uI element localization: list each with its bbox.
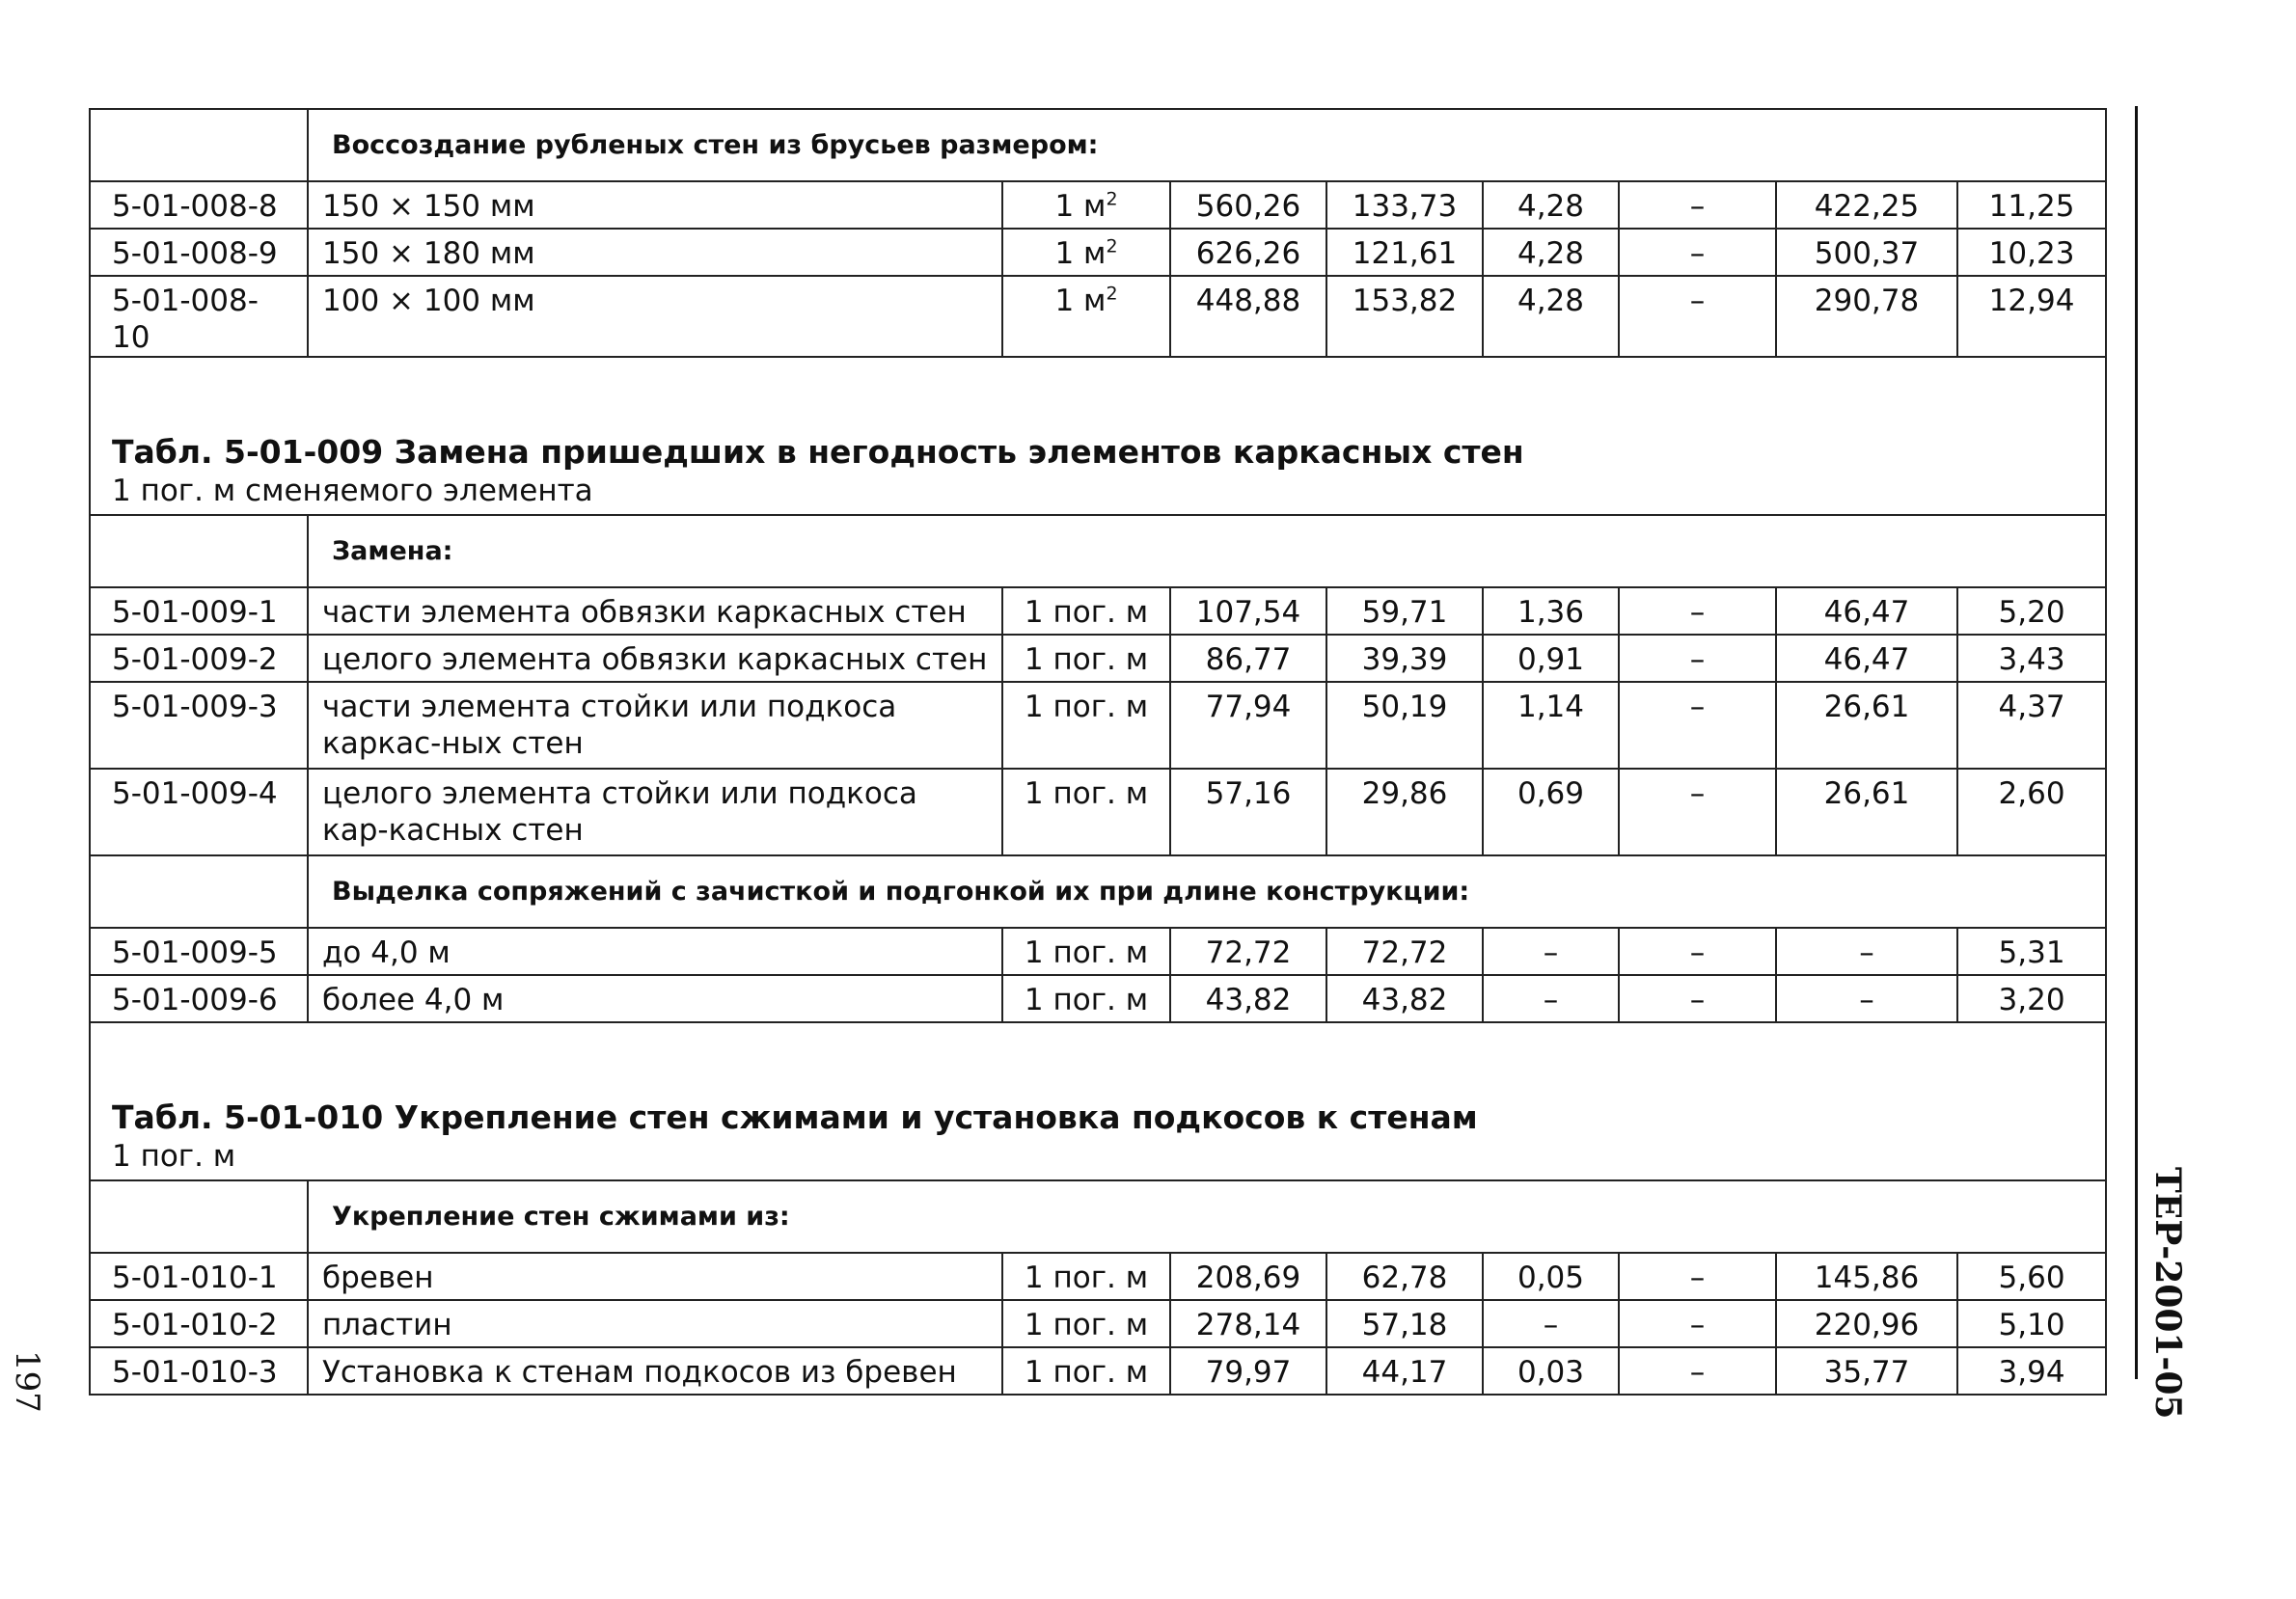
value-v6: 3,94 bbox=[1957, 1347, 2106, 1395]
value-v2: 133,73 bbox=[1326, 181, 1483, 229]
measure-unit-exponent: 2 bbox=[1106, 188, 1118, 210]
work-description: целого элемента стойки или подкоса кар-касных стен bbox=[308, 769, 1002, 855]
margin-rule bbox=[2135, 106, 2138, 1379]
measure-unit bbox=[1002, 635, 1170, 682]
work-description: до 4,0 м bbox=[308, 928, 1002, 975]
table-row bbox=[90, 181, 2106, 229]
value-v3: 1,14 bbox=[1483, 682, 1619, 769]
group-header-empty-cell bbox=[90, 855, 308, 928]
value-v2: 57,18 bbox=[1326, 1300, 1483, 1347]
value-v5: 422,25 bbox=[1776, 181, 1957, 229]
page-number: 197 bbox=[8, 1350, 46, 1413]
measure-unit bbox=[1002, 928, 1170, 975]
measure-unit-text: 1 м bbox=[1054, 189, 1107, 224]
value-v5: 26,61 bbox=[1776, 769, 1957, 855]
measure-unit bbox=[1002, 276, 1170, 357]
rate-code: 5-01-009-1 bbox=[90, 587, 308, 635]
group-header-row bbox=[90, 1180, 2106, 1253]
group-header-label: Замена: bbox=[308, 515, 2106, 587]
document-body bbox=[89, 108, 2105, 1396]
work-description: целого элемента обвязки каркасных стен bbox=[308, 635, 1002, 682]
table-row bbox=[90, 635, 2106, 682]
section-heading-cell bbox=[90, 357, 2106, 515]
value-v4: – bbox=[1619, 975, 1776, 1022]
measure-unit bbox=[1002, 975, 1170, 1022]
value-v2: 153,82 bbox=[1326, 276, 1483, 357]
value-v2: 72,72 bbox=[1326, 928, 1483, 975]
work-description: Установка к стенам подкосов из бревен bbox=[308, 1347, 1002, 1395]
value-v3: 0,05 bbox=[1483, 1253, 1619, 1300]
measure-unit bbox=[1002, 587, 1170, 635]
work-description: 150 × 150 мм bbox=[308, 181, 1002, 229]
value-v1: 626,26 bbox=[1170, 229, 1326, 276]
value-v6: 4,37 bbox=[1957, 682, 2106, 769]
rate-code: 5-01-008-8 bbox=[90, 181, 308, 229]
measure-unit-exponent: 2 bbox=[1106, 235, 1118, 257]
value-v1: 448,88 bbox=[1170, 276, 1326, 357]
measure-unit-text: 1 пог. м bbox=[1024, 935, 1149, 970]
value-v6: 5,10 bbox=[1957, 1300, 2106, 1347]
section-title: Табл. 5-01-009 Замена пришедших в негодность элементов каркасных стен bbox=[112, 433, 1524, 471]
rate-code: 5-01-008-10 bbox=[90, 276, 308, 357]
measure-unit-text: 1 м bbox=[1054, 236, 1107, 271]
value-v2: 39,39 bbox=[1326, 635, 1483, 682]
measure-unit-text: 1 пог. м bbox=[1024, 983, 1149, 1017]
measure-unit bbox=[1002, 682, 1170, 769]
value-v2: 62,78 bbox=[1326, 1253, 1483, 1300]
rate-code: 5-01-010-2 bbox=[90, 1300, 308, 1347]
table-row bbox=[90, 1347, 2106, 1395]
section-unit: 1 пог. м bbox=[112, 1139, 236, 1174]
value-v1: 107,54 bbox=[1170, 587, 1326, 635]
rate-code: 5-01-009-6 bbox=[90, 975, 308, 1022]
group-header-label: Выделка сопряжений с зачисткой и подгонкой их при длине конструкции: bbox=[308, 855, 2106, 928]
value-v1: 77,94 bbox=[1170, 682, 1326, 769]
value-v5: 220,96 bbox=[1776, 1300, 1957, 1347]
value-v3: 1,36 bbox=[1483, 587, 1619, 635]
value-v3: 0,03 bbox=[1483, 1347, 1619, 1395]
work-description: части элемента стойки или подкоса каркас-ных стен bbox=[308, 682, 1002, 769]
value-v4: – bbox=[1619, 276, 1776, 357]
value-v4: – bbox=[1619, 229, 1776, 276]
measure-unit bbox=[1002, 769, 1170, 855]
value-v6: 5,31 bbox=[1957, 928, 2106, 975]
value-v6: 12,94 bbox=[1957, 276, 2106, 357]
measure-unit-text: 1 пог. м bbox=[1024, 690, 1149, 724]
work-description: более 4,0 м bbox=[308, 975, 1002, 1022]
rate-code: 5-01-009-4 bbox=[90, 769, 308, 855]
value-v6: 3,20 bbox=[1957, 975, 2106, 1022]
work-description: пластин bbox=[308, 1300, 1002, 1347]
value-v6: 5,60 bbox=[1957, 1253, 2106, 1300]
value-v3: – bbox=[1483, 1300, 1619, 1347]
value-v5: 46,47 bbox=[1776, 587, 1957, 635]
rate-code: 5-01-009-5 bbox=[90, 928, 308, 975]
value-v3: – bbox=[1483, 928, 1619, 975]
value-v1: 86,77 bbox=[1170, 635, 1326, 682]
rate-code: 5-01-010-1 bbox=[90, 1253, 308, 1300]
value-v5: 290,78 bbox=[1776, 276, 1957, 357]
value-v6: 2,60 bbox=[1957, 769, 2106, 855]
value-v5: 46,47 bbox=[1776, 635, 1957, 682]
work-description: части элемента обвязки каркасных стен bbox=[308, 587, 1002, 635]
measure-unit-exponent: 2 bbox=[1106, 283, 1118, 305]
value-v4: – bbox=[1619, 587, 1776, 635]
value-v2: 121,61 bbox=[1326, 229, 1483, 276]
rate-code: 5-01-010-3 bbox=[90, 1347, 308, 1395]
value-v1: 72,72 bbox=[1170, 928, 1326, 975]
table-row bbox=[90, 769, 2106, 855]
value-v5: 35,77 bbox=[1776, 1347, 1957, 1395]
value-v6: 5,20 bbox=[1957, 587, 2106, 635]
value-v1: 560,26 bbox=[1170, 181, 1326, 229]
document-code: ТЕР-2001-05 bbox=[2147, 1167, 2188, 1420]
table-row bbox=[90, 587, 2106, 635]
group-header-label: Укрепление стен сжимами из: bbox=[308, 1180, 2106, 1253]
value-v1: 43,82 bbox=[1170, 975, 1326, 1022]
group-header-label: Воссоздание рубленых стен из брусьев размером: bbox=[308, 109, 2106, 181]
table-row bbox=[90, 682, 2106, 769]
rate-code: 5-01-009-2 bbox=[90, 635, 308, 682]
table-section-heading bbox=[90, 357, 2106, 515]
group-header-row bbox=[90, 109, 2106, 181]
measure-unit bbox=[1002, 181, 1170, 229]
rates-table bbox=[89, 108, 2107, 1396]
value-v2: 44,17 bbox=[1326, 1347, 1483, 1395]
measure-unit-text: 1 пог. м bbox=[1024, 776, 1149, 811]
value-v3: 4,28 bbox=[1483, 229, 1619, 276]
section-heading-cell bbox=[90, 1022, 2106, 1180]
value-v4: – bbox=[1619, 1253, 1776, 1300]
value-v6: 11,25 bbox=[1957, 181, 2106, 229]
value-v4: – bbox=[1619, 682, 1776, 769]
value-v3: 0,69 bbox=[1483, 769, 1619, 855]
table-row bbox=[90, 1300, 2106, 1347]
value-v5: 26,61 bbox=[1776, 682, 1957, 769]
group-header-empty-cell bbox=[90, 1180, 308, 1253]
measure-unit bbox=[1002, 1347, 1170, 1395]
rate-code: 5-01-009-3 bbox=[90, 682, 308, 769]
value-v1: 208,69 bbox=[1170, 1253, 1326, 1300]
measure-unit-text: 1 пог. м bbox=[1024, 595, 1149, 630]
group-header-row bbox=[90, 855, 2106, 928]
value-v3: 4,28 bbox=[1483, 276, 1619, 357]
value-v5: – bbox=[1776, 928, 1957, 975]
section-unit: 1 пог. м сменяемого элемента bbox=[112, 474, 593, 508]
measure-unit bbox=[1002, 1253, 1170, 1300]
value-v1: 57,16 bbox=[1170, 769, 1326, 855]
value-v6: 3,43 bbox=[1957, 635, 2106, 682]
value-v2: 43,82 bbox=[1326, 975, 1483, 1022]
value-v3: – bbox=[1483, 975, 1619, 1022]
work-description: 100 × 100 мм bbox=[308, 276, 1002, 357]
value-v3: 4,28 bbox=[1483, 181, 1619, 229]
table-row bbox=[90, 975, 2106, 1022]
value-v1: 278,14 bbox=[1170, 1300, 1326, 1347]
value-v5: 145,86 bbox=[1776, 1253, 1957, 1300]
value-v4: – bbox=[1619, 181, 1776, 229]
value-v4: – bbox=[1619, 635, 1776, 682]
value-v4: – bbox=[1619, 1347, 1776, 1395]
value-v1: 79,97 bbox=[1170, 1347, 1326, 1395]
value-v2: 59,71 bbox=[1326, 587, 1483, 635]
measure-unit-text: 1 м bbox=[1054, 284, 1107, 318]
value-v5: 500,37 bbox=[1776, 229, 1957, 276]
table-row bbox=[90, 229, 2106, 276]
work-description: 150 × 180 мм bbox=[308, 229, 1002, 276]
table-row bbox=[90, 928, 2106, 975]
group-header-empty-cell bbox=[90, 109, 308, 181]
value-v2: 50,19 bbox=[1326, 682, 1483, 769]
group-header-empty-cell bbox=[90, 515, 308, 587]
group-header-row bbox=[90, 515, 2106, 587]
rate-code: 5-01-008-9 bbox=[90, 229, 308, 276]
measure-unit-text: 1 пог. м bbox=[1024, 1260, 1149, 1295]
table-section-heading bbox=[90, 1022, 2106, 1180]
section-title: Табл. 5-01-010 Укрепление стен сжимами и установка подкосов к стенам bbox=[112, 1098, 1478, 1136]
value-v4: – bbox=[1619, 769, 1776, 855]
value-v2: 29,86 bbox=[1326, 769, 1483, 855]
work-description: бревен bbox=[308, 1253, 1002, 1300]
table-row bbox=[90, 1253, 2106, 1300]
measure-unit-text: 1 пог. м bbox=[1024, 642, 1149, 677]
value-v3: 0,91 bbox=[1483, 635, 1619, 682]
measure-unit-text: 1 пог. м bbox=[1024, 1308, 1149, 1342]
table-row bbox=[90, 276, 2106, 357]
value-v4: – bbox=[1619, 1300, 1776, 1347]
value-v4: – bbox=[1619, 928, 1776, 975]
measure-unit-text: 1 пог. м bbox=[1024, 1355, 1149, 1390]
measure-unit bbox=[1002, 229, 1170, 276]
value-v5: – bbox=[1776, 975, 1957, 1022]
measure-unit bbox=[1002, 1300, 1170, 1347]
value-v6: 10,23 bbox=[1957, 229, 2106, 276]
